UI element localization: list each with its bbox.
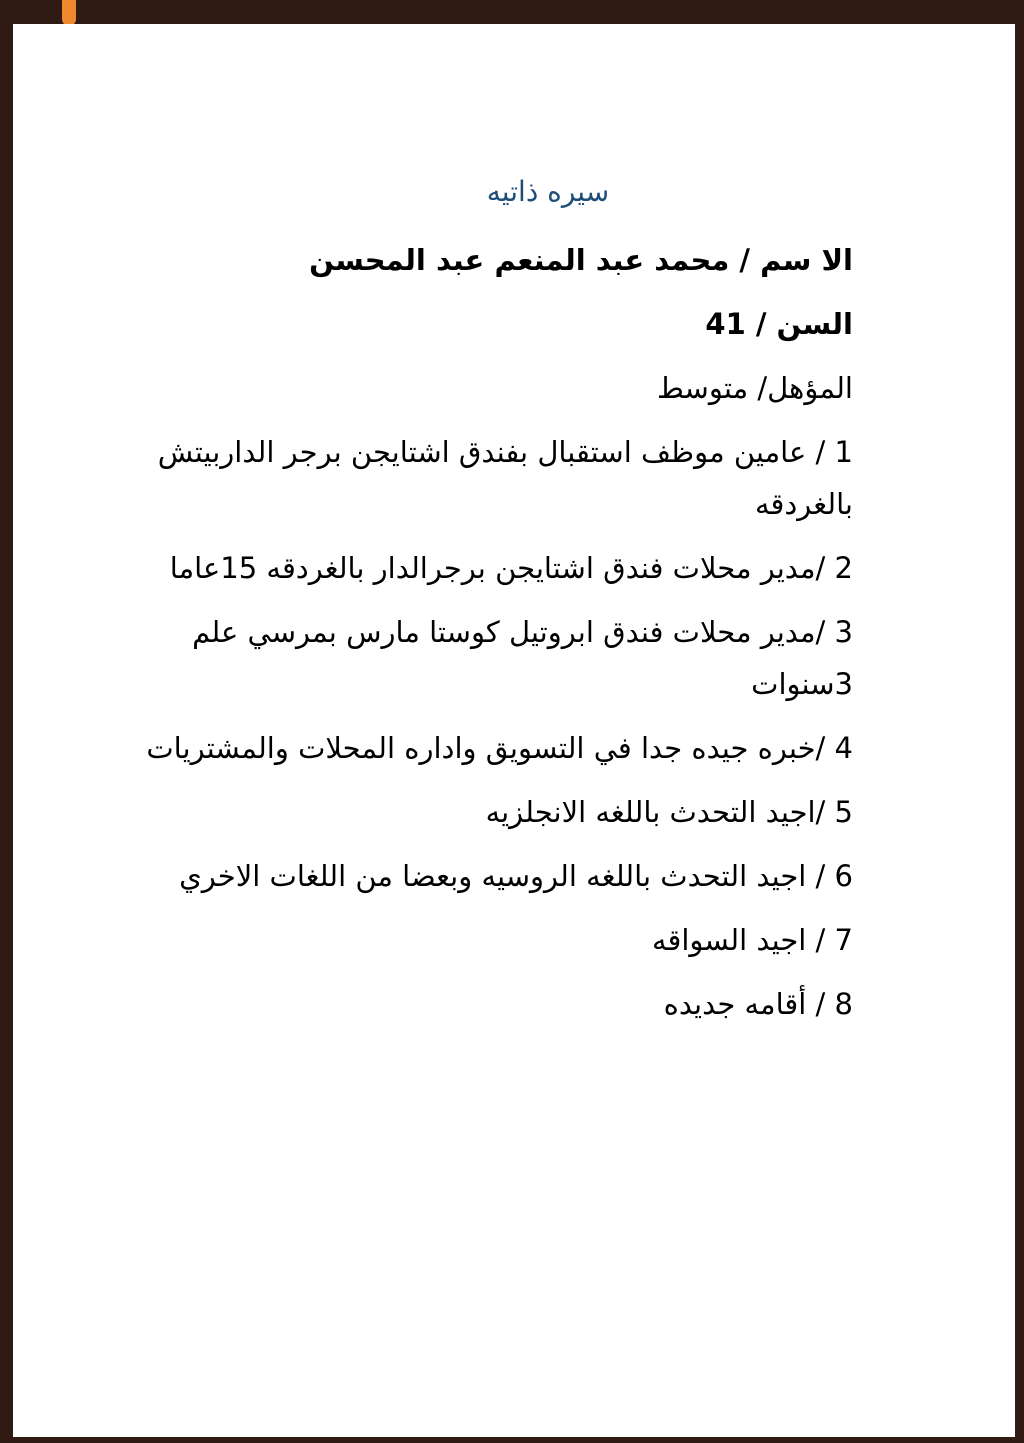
list-item: 8 / أقامه جديده bbox=[663, 987, 853, 1022]
list-item: 5 /اجيد التحدث باللغه الانجلزيه bbox=[485, 795, 853, 830]
document-content bbox=[133, 174, 853, 1042]
list-item: 6 / اجيد التحدث باللغه الروسيه وبعضا من اللغات الاخري bbox=[179, 859, 853, 894]
list-item: 7 / اجيد السواقه bbox=[651, 923, 853, 958]
name-line: الا سم / محمد عبد المنعم عبد المحسن bbox=[309, 243, 853, 278]
age-line: السن / 41 bbox=[705, 307, 853, 342]
qualification-line: المؤهل/ متوسط bbox=[657, 371, 853, 406]
document-page bbox=[13, 24, 1015, 1437]
list-item: 1 / عامين موظف استقبال بفندق اشتايجن برجر الداربيتش بالغردقه bbox=[157, 435, 853, 522]
list-item: 2 /مدير محلات فندق اشتايجن برجرالدار بالغردقه 15عاما bbox=[169, 551, 853, 586]
list-item: 4 /خبره جيده جدا في التسويق واداره المحلات والمشتريات bbox=[146, 731, 853, 766]
document-title: سيره ذاتيه bbox=[486, 175, 610, 208]
top-frame-bar bbox=[0, 0, 1024, 24]
orange-marker bbox=[62, 0, 76, 26]
list-item: 3 /مدير محلات فندق ابروتيل كوستا مارس بمرسي علم 3سنوات bbox=[192, 615, 853, 702]
